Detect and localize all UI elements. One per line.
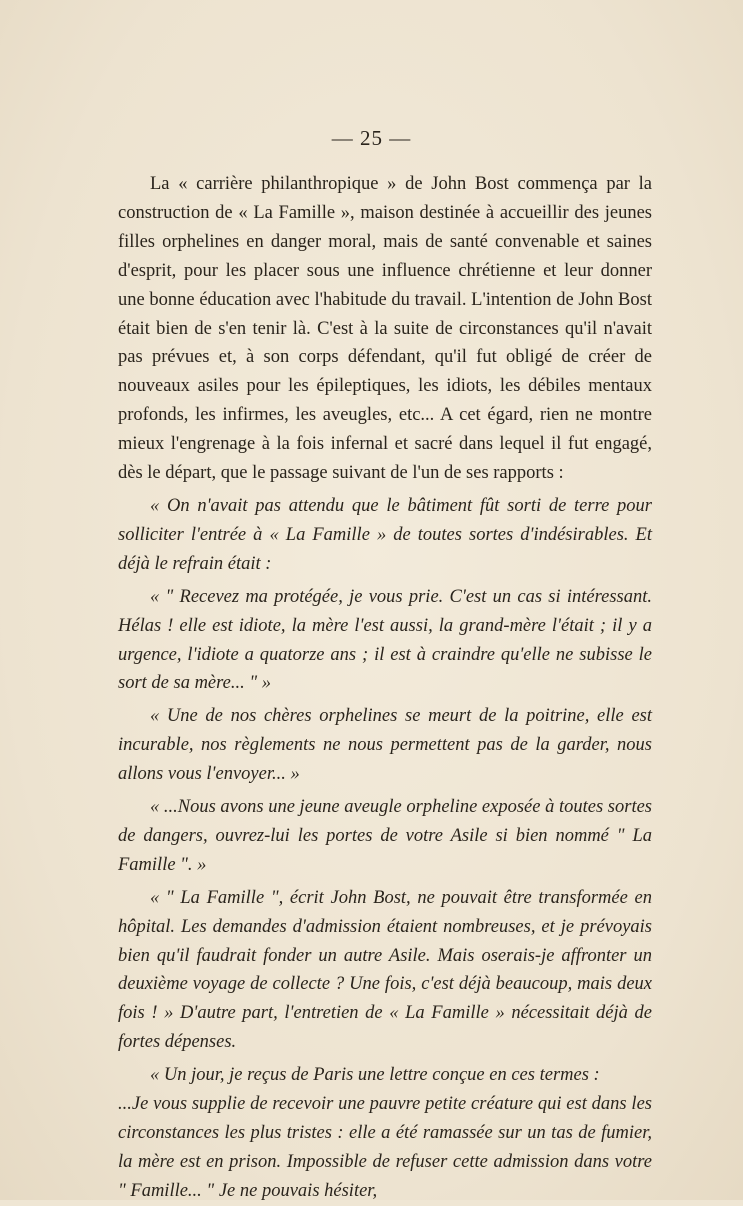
- intro-paragraph: La « carrière philanthropique » de John Bost commença par la construction de « La Famille », maison destinée à accueillir des jeunes filles orphelines en danger moral, mais de santé convenable et saines d'esprit, pour les placer sous une influence chrétienne et leur donner une bonne éducation avec l'habitude du travail. L'intention de John Bost était bien de s'en tenir là. C'est à la suite de circonstances qu'il n'avait pas prévues et, à son corps défendant, qu'il fut obligé de créer de nouveaux asiles pour les épileptiques, les idiots, les débiles mentaux profonds, les infirmes, les aveugles, etc... A cet égard, rien ne montre mieux l'engrenage à la fois infernal et sacré dans lequel il fut engagé, dès le départ, que le passage suivant de l'un de ses rapports :: [118, 174, 652, 484]
- quote-paragraph: « " La Famille ", écrit John Bost, ne pouvait être transformée en hôpital. Les demandes d'admission étaient nombreuses, et je prévoyais bien qu'il faudrait fonder un autre Asile. Mais oserais-je affronter un deuxième voyage de collecte ? Une fois, c'est déjà beaucoup, mais deux fois ! » D'autre part, l'entretien de « La Famille » nécessitait déjà de fortes dépenses.: [118, 887, 652, 1053]
- body-text: [118, 170, 652, 1206]
- quote-paragraph: « Un jour, je reçus de Paris une lettre conçue en ces termes :: [150, 1065, 600, 1086]
- quote-paragraph: « ...Nous avons une jeune aveugle orpheline exposée à toutes sortes de dangers, ouvrez-lui les portes de votre Asile si bien nommé " La Famille ". »: [118, 797, 652, 875]
- page-number: — 25 —: [331, 126, 412, 150]
- quote-paragraph: « Une de nos chères orphelines se meurt de la poitrine, elle est incurable, nos règlements ne nous permettent pas de la garder, nous allons vous l'envoyer... »: [118, 706, 652, 785]
- quote-continuation: ...Je vous supplie de recevoir une pauvre petite créature qui est dans les circonstances les plus tristes : elle a été ramassée sur un tas de fumier, la mère est en prison. Impossible de refuser cette admission dans votre " Famille... " Je ne pouvais hésiter,: [118, 1094, 652, 1201]
- quote-paragraph: « On n'avait pas attendu que le bâtiment fût sorti de terre pour solliciter l'entrée à « La Famille » de toutes sortes d'indésirables. Et déjà le refrain était :: [118, 495, 652, 574]
- quote-paragraph: « " Recevez ma protégée, je vous prie. C'est un cas si intéressant. Hélas ! elle est idiote, la mère l'est aussi, la grand-mère l'était ; il y a urgence, l'idiote a quatorze ans ; il est à craindre qu'elle ne subisse le sort de sa mère... " »: [118, 586, 652, 694]
